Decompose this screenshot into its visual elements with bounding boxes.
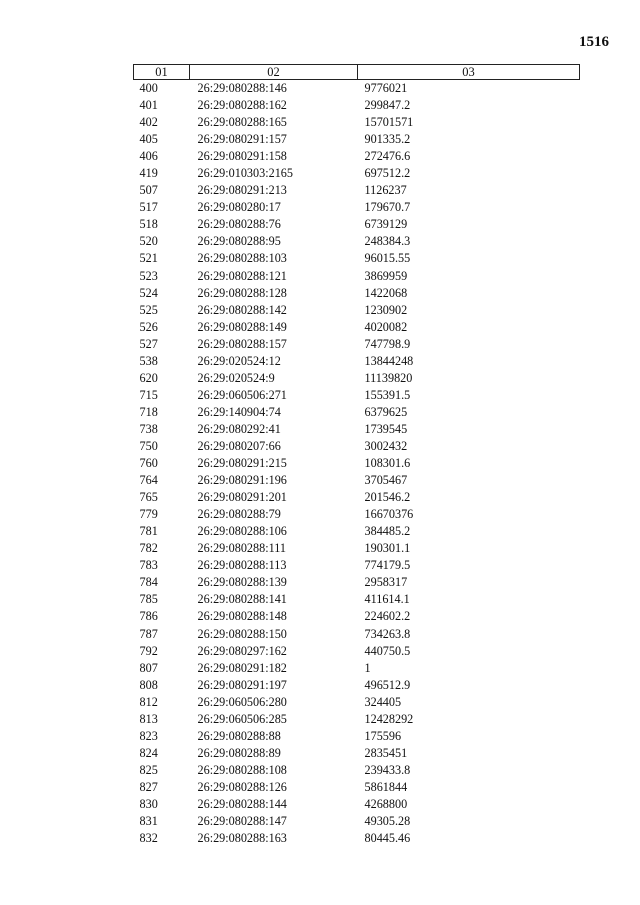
value-cell: 5861844: [364, 779, 408, 794]
row-id-cell: 832: [139, 831, 158, 846]
cadastral-number-cell: 26:29:080288:111: [197, 541, 286, 556]
row-id-cell: 825: [139, 762, 158, 777]
row-id-cell: 807: [139, 660, 158, 675]
value-cell: 440750.5: [364, 643, 411, 658]
row-id-cell: 784: [139, 575, 158, 590]
value-cell: 248384.3: [364, 234, 411, 249]
table-header: [134, 65, 580, 80]
value-cell: 13844248: [364, 353, 414, 368]
row-id-cell: 786: [139, 609, 158, 624]
table-row: [134, 762, 580, 779]
value-cell: 1126237: [364, 183, 407, 198]
row-id-cell: 831: [139, 814, 158, 829]
row-id-cell: 764: [139, 473, 158, 488]
table-row: [134, 353, 580, 370]
cadastral-number-cell: 26:29:080288:141: [197, 592, 287, 607]
value-cell: 411614.1: [364, 592, 410, 607]
cadastral-number-cell: 26:29:060506:280: [197, 694, 287, 709]
cadastral-number-cell: 26:29:080288:162: [197, 98, 287, 113]
value-cell: 496512.9: [364, 677, 411, 692]
data-table: [133, 64, 580, 847]
cadastral-number-cell: 26:29:010303:2165: [197, 166, 293, 181]
value-cell: 384485.2: [364, 524, 411, 539]
table-row: [134, 387, 580, 404]
value-cell: 49305.28: [364, 814, 411, 829]
value-cell: 1: [364, 660, 371, 675]
table-row: [134, 472, 580, 489]
table-row: [134, 302, 580, 319]
cadastral-number-cell: 26:29:080288:139: [197, 575, 287, 590]
row-id-cell: 824: [139, 745, 158, 760]
cadastral-number-cell: 26:29:080288:76: [197, 217, 281, 232]
value-cell: 108301.6: [364, 456, 411, 471]
row-id-cell: 620: [139, 370, 158, 385]
cadastral-number-cell: 26:29:080291:158: [197, 149, 287, 164]
cadastral-number-cell: 26:29:080288:146: [197, 81, 287, 95]
value-cell: 747798.9: [364, 336, 411, 351]
table-row: [134, 438, 580, 455]
cadastral-number-cell: 26:29:080288:103: [197, 251, 287, 266]
cadastral-number-cell: 26:29:020524:12: [197, 353, 281, 368]
value-cell: 1422068: [364, 285, 408, 300]
row-id-cell: 787: [139, 626, 158, 641]
value-cell: 201546.2: [364, 490, 411, 505]
row-id-cell: 765: [139, 490, 158, 505]
cadastral-number-cell: 26:29:080280:17: [197, 200, 281, 215]
cadastral-number-cell: 26:29:080291:196: [197, 473, 287, 488]
table-row: [134, 148, 580, 165]
table-row: [134, 216, 580, 233]
cadastral-number-cell: 26:29:080288:147: [197, 814, 287, 829]
table-row: [134, 319, 580, 336]
cadastral-number-cell: 26:29:080288:79: [197, 507, 281, 522]
row-id-cell: 400: [139, 81, 158, 95]
table-body: [134, 80, 580, 848]
row-id-cell: 808: [139, 677, 158, 692]
table-row: [134, 591, 580, 608]
value-cell: 224602.2: [364, 609, 411, 624]
row-id-cell: 827: [139, 779, 158, 794]
value-cell: 239433.8: [364, 762, 411, 777]
value-cell: 3705467: [364, 473, 408, 488]
value-cell: 2835451: [364, 745, 408, 760]
table-row: [134, 608, 580, 625]
table-row: [134, 165, 580, 182]
value-cell: 1739545: [364, 421, 408, 436]
table-row: [134, 80, 580, 98]
cadastral-number-cell: 26:29:080288:163: [197, 831, 287, 846]
value-cell: 4020082: [364, 319, 408, 334]
header-cell-02: 02: [190, 65, 358, 80]
value-cell: 9776021: [364, 81, 408, 95]
cadastral-number-cell: 26:29:080297:162: [197, 643, 287, 658]
row-id-cell: 750: [139, 438, 158, 453]
table-row: [134, 199, 580, 216]
table-row: [134, 268, 580, 285]
cadastral-number-cell: 26:29:080288:149: [197, 319, 287, 334]
value-cell: 3869959: [364, 268, 408, 283]
row-id-cell: 524: [139, 285, 158, 300]
value-cell: 155391.5: [364, 387, 411, 402]
cadastral-number-cell: 26:29:020524:9: [197, 370, 275, 385]
value-cell: 190301.1: [364, 541, 411, 556]
cadastral-number-cell: 26:29:080288:165: [197, 115, 287, 130]
value-cell: 11139820: [364, 370, 413, 385]
cadastral-number-cell: 26:29:080291:182: [197, 660, 287, 675]
cadastral-number-cell: 26:29:080288:148: [197, 609, 287, 624]
page-number: 1516: [579, 34, 609, 50]
table-row: [134, 540, 580, 557]
row-id-cell: 718: [139, 404, 158, 419]
value-cell: 3002432: [364, 438, 408, 453]
row-id-cell: 523: [139, 268, 158, 283]
value-cell: 179670.7: [364, 200, 411, 215]
row-id-cell: 830: [139, 796, 158, 811]
table-row: [134, 421, 580, 438]
cadastral-number-cell: 26:29:080288:88: [197, 728, 281, 743]
table-row: [134, 285, 580, 302]
table-row: [134, 233, 580, 250]
row-id-cell: 779: [139, 507, 158, 522]
table-row: [134, 523, 580, 540]
table-row: [134, 779, 580, 796]
table-row: [134, 557, 580, 574]
row-id-cell: 781: [139, 524, 158, 539]
cadastral-number-cell: 26:29:140904:74: [197, 404, 281, 419]
row-id-cell: 406: [139, 149, 158, 164]
row-id-cell: 785: [139, 592, 158, 607]
cadastral-number-cell: 26:29:080291:201: [197, 490, 287, 505]
data-table-container: [133, 64, 579, 847]
row-id-cell: 782: [139, 541, 158, 556]
table-row: [134, 813, 580, 830]
value-cell: 15701571: [364, 115, 414, 130]
row-id-cell: 517: [139, 200, 158, 215]
cadastral-number-cell: 26:29:080288:108: [197, 762, 287, 777]
value-cell: 16670376: [364, 507, 414, 522]
table-row: [134, 336, 580, 353]
table-row: [134, 745, 580, 762]
value-cell: 299847.2: [364, 98, 411, 113]
cadastral-number-cell: 26:29:080288:128: [197, 285, 287, 300]
table-row: [134, 131, 580, 148]
value-cell: 12428292: [364, 711, 414, 726]
table-row: [134, 694, 580, 711]
cadastral-number-cell: 26:29:080288:95: [197, 234, 281, 249]
table-row: [134, 489, 580, 506]
table-row: [134, 796, 580, 813]
cadastral-number-cell: 26:29:080288:126: [197, 779, 287, 794]
row-id-cell: 526: [139, 319, 158, 334]
cadastral-number-cell: 26:29:060506:285: [197, 711, 287, 726]
cadastral-number-cell: 26:29:080288:142: [197, 302, 287, 317]
cadastral-number-cell: 26:29:080288:150: [197, 626, 287, 641]
row-id-cell: 525: [139, 302, 158, 317]
value-cell: 4268800: [364, 796, 408, 811]
row-id-cell: 792: [139, 643, 158, 658]
table-row: [134, 574, 580, 591]
row-id-cell: 823: [139, 728, 158, 743]
table-row: [134, 250, 580, 267]
cadastral-number-cell: 26:29:080288:106: [197, 524, 287, 539]
row-id-cell: 527: [139, 336, 158, 351]
table-row: [134, 660, 580, 677]
row-id-cell: 813: [139, 711, 158, 726]
row-id-cell: 812: [139, 694, 158, 709]
cadastral-number-cell: 26:29:060506:271: [197, 387, 287, 402]
table-row: [134, 643, 580, 660]
value-cell: 175596: [364, 728, 402, 743]
row-id-cell: 738: [139, 421, 158, 436]
row-id-cell: 419: [139, 166, 158, 181]
row-id-cell: 520: [139, 234, 158, 249]
value-cell: 272476.6: [364, 149, 411, 164]
value-cell: 901335.2: [364, 132, 411, 147]
header-cell-01: 01: [134, 65, 190, 80]
value-cell: 697512.2: [364, 166, 411, 181]
cadastral-number-cell: 26:29:080288:121: [197, 268, 287, 283]
table-row: [134, 182, 580, 199]
table-row: [134, 626, 580, 643]
row-id-cell: 715: [139, 387, 158, 402]
value-cell: 80445.46: [364, 831, 411, 846]
table-row: [134, 677, 580, 694]
value-cell: 96015.55: [364, 251, 411, 266]
value-cell: 6739129: [364, 217, 408, 232]
cadastral-number-cell: 26:29:080291:197: [197, 677, 287, 692]
value-cell: 324405: [364, 694, 402, 709]
value-cell: 1230902: [364, 302, 408, 317]
cadastral-number-cell: 26:29:080288:157: [197, 336, 287, 351]
table-row: [134, 404, 580, 421]
cadastral-number-cell: 26:29:080207:66: [197, 438, 281, 453]
value-cell: 734263.8: [364, 626, 411, 641]
cadastral-number-cell: 26:29:080288:113: [197, 558, 287, 573]
cadastral-number-cell: 26:29:080288:89: [197, 745, 281, 760]
row-id-cell: 405: [139, 132, 158, 147]
header-row: [134, 65, 580, 80]
cadastral-number-cell: 26:29:080291:213: [197, 183, 287, 198]
table-row: [134, 506, 580, 523]
cadastral-number-cell: 26:29:080292:41: [197, 421, 281, 436]
row-id-cell: 402: [139, 115, 158, 130]
cadastral-number-cell: 26:29:080291:215: [197, 456, 287, 471]
table-row: [134, 114, 580, 131]
row-id-cell: 401: [139, 98, 158, 113]
table-row: [134, 97, 580, 114]
table-row: [134, 370, 580, 387]
row-id-cell: 760: [139, 456, 158, 471]
table-row: [134, 830, 580, 847]
row-id-cell: 518: [139, 217, 158, 232]
row-id-cell: 507: [139, 183, 158, 198]
row-id-cell: 783: [139, 558, 158, 573]
table-row: [134, 728, 580, 745]
row-id-cell: 538: [139, 353, 158, 368]
table-row: [134, 455, 580, 472]
row-id-cell: 521: [139, 251, 158, 266]
value-cell: 2958317: [364, 575, 408, 590]
value-cell: 6379625: [364, 404, 408, 419]
cadastral-number-cell: 26:29:080288:144: [197, 796, 287, 811]
value-cell: 774179.5: [364, 558, 411, 573]
header-cell-03: 03: [358, 65, 580, 80]
cadastral-number-cell: 26:29:080291:157: [197, 132, 287, 147]
table-row: [134, 711, 580, 728]
